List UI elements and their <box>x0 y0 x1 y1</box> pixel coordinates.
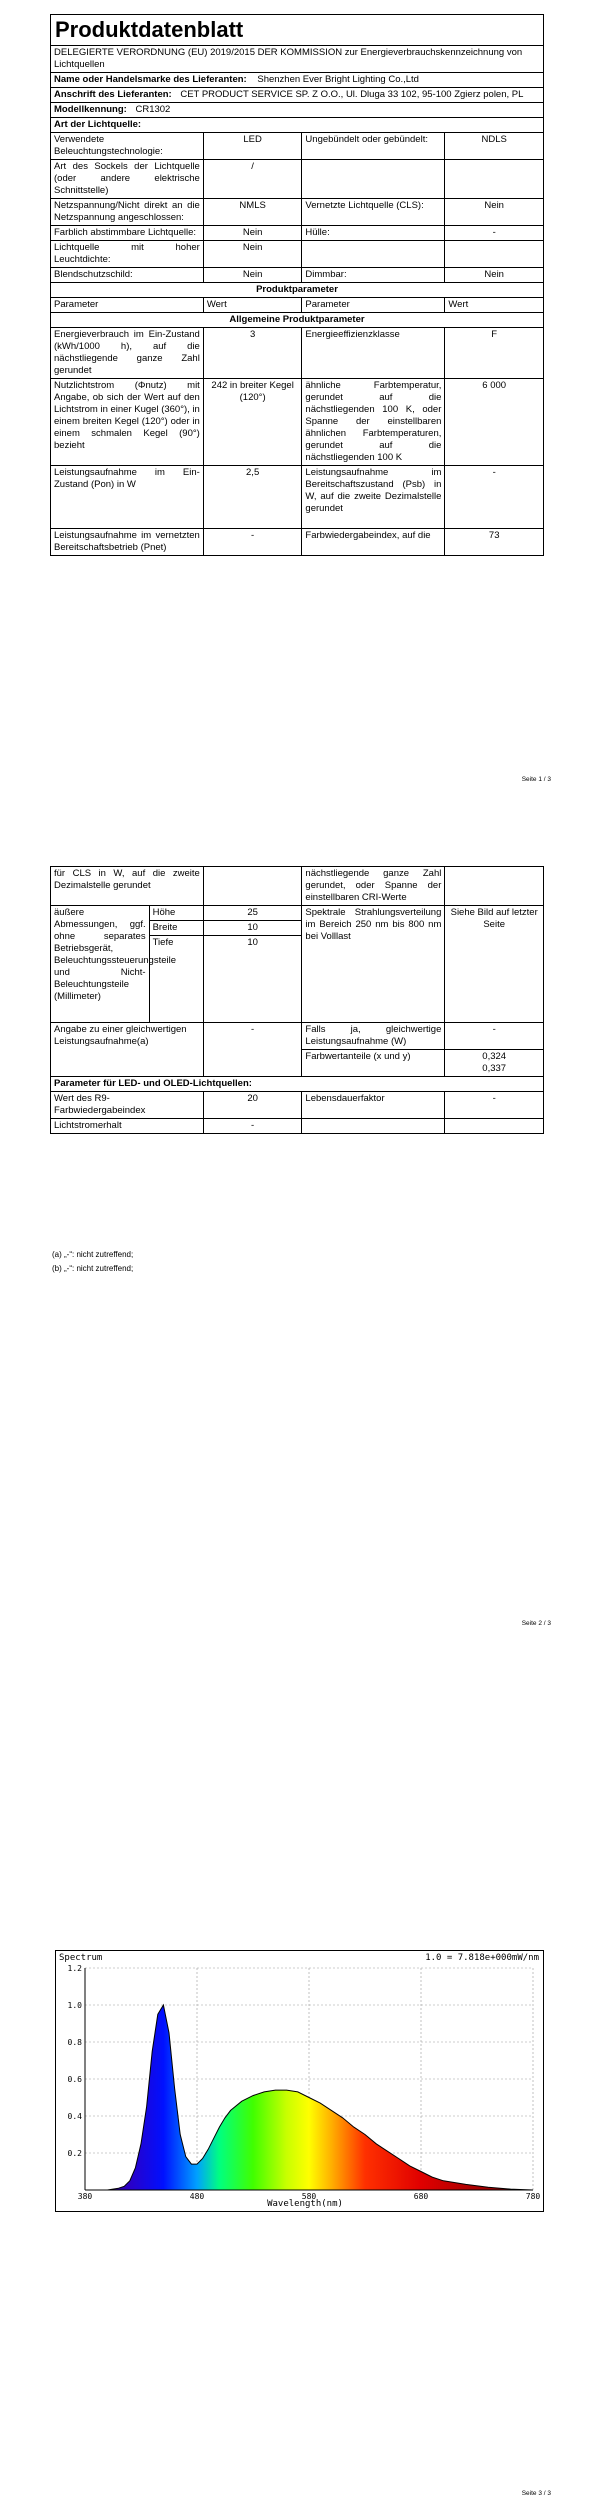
energy-value: 3 <box>203 328 302 379</box>
cap-label: Art des Sockels der Lichtquelle (oder andere elektrische Schnittstelle) <box>51 160 204 199</box>
address-value: CET PRODUCT SERVICE SP. Z O.O., Ul. Dluga 33 102, 95-100 Zgierz polen, PL <box>180 89 524 100</box>
hl-label: Lichtquelle mit hoher Leuchtdichte: <box>51 241 204 268</box>
tech-label: Verwendete Beleuchtungstechnologie: <box>51 133 204 160</box>
empty-cell <box>445 160 544 199</box>
glare-value: Nein <box>203 268 302 283</box>
x-axis-label: Wavelength(nm) <box>267 2199 343 2209</box>
y-tick-label: 0.6 <box>67 2075 82 2084</box>
chart-title: Spectrum <box>59 1953 103 1963</box>
x-tick-label: 480 <box>189 2192 205 2201</box>
general-heading: Allgemeine Produktparameter <box>51 313 544 328</box>
col-header-param: Parameter <box>51 298 204 313</box>
pon-value: 2,5 <box>203 466 302 529</box>
tunable-label: Farblich abstimmbare Lichtquelle: <box>51 226 204 241</box>
x-tick-label: 380 <box>77 2192 93 2201</box>
spectrum-chart <box>55 1950 544 2212</box>
height-label: Höhe <box>149 906 203 921</box>
maint-label: Lichtstromerhalt <box>51 1119 204 1134</box>
table-row <box>51 906 544 921</box>
supplier-row <box>51 73 544 88</box>
tech-value: LED <box>203 133 302 160</box>
dims-label: äußere Abmessungen, ggf. ohne separates Betriebsgerät, Beleuchtungssteuerungsteile und Nicht-Beleuchtungsteile (Millimeter) <box>51 906 150 1023</box>
r9-label: Wert des R9-Farbwiedergabeindex <box>51 1092 204 1119</box>
pnet-label: Leistungsaufnahme im vernetzten Bereitschaftsbetrieb (Pnet) <box>51 529 204 556</box>
pnet-label-cont: für CLS in W, auf die zweite Dezimalstelle gerundet <box>51 867 204 906</box>
footnote: (a) „-“: nicht zutreffend; <box>52 1250 134 1259</box>
spd-value: Siehe Bild auf letzter Seite <box>445 906 544 1023</box>
chart-annotation: 1.0 = 7.818e+000mW/nm <box>425 1953 539 1963</box>
y-tick-label: 0.4 <box>67 2112 82 2121</box>
mains-label: Netzspannung/Nicht direkt an die Netzspannung angeschlossen: <box>51 199 204 226</box>
empty-cell <box>302 241 445 268</box>
eclass-value: F <box>445 328 544 379</box>
table-row <box>51 226 544 241</box>
width-label: Breite <box>149 921 203 936</box>
pon-label: Leistungsaufnahme im Ein-Zustand (Pon) in W <box>51 466 204 529</box>
page-2 <box>0 800 591 1640</box>
page-3 <box>0 1640 591 2510</box>
directional-label: Ungebündelt oder gebündelt: <box>302 133 445 160</box>
table-row <box>51 199 544 226</box>
table-row <box>51 268 544 283</box>
life-value: - <box>445 1092 544 1119</box>
table-row <box>51 328 544 379</box>
coord-x: 0,324 <box>482 1051 507 1062</box>
eclass-label: Energieeffizienzklasse <box>302 328 445 379</box>
type-heading: Art der Lichtquelle: <box>51 118 544 133</box>
coord-y: 0,337 <box>482 1063 507 1074</box>
col-header-value: Wert <box>203 298 302 313</box>
cct-label: ähnliche Farbtemperatur, gerundet auf die nächstliegenden 100 K, oder Spanne der einstellbaren ähnlichen Farbtemperaturen, gerundet auf die nächstliegenden 100 K <box>302 379 445 466</box>
supplier-label: Name oder Handelsmarke des Lieferanten: <box>54 74 247 85</box>
y-tick-label: 0.8 <box>67 2038 82 2047</box>
supplier-value: Shenzhen Ever Bright Lighting Co.,Ltd <box>257 74 419 85</box>
glare-label: Blendschutzschild: <box>51 268 204 283</box>
empty-cell <box>445 867 544 906</box>
empty-cell <box>203 867 302 906</box>
table-header-row <box>51 298 544 313</box>
col-header-value: Wert <box>445 298 544 313</box>
equiv-watt-label: Falls ja, gleichwertige Leistungsaufnahme (W) <box>302 1023 445 1050</box>
depth-value: 10 <box>203 936 302 1023</box>
equiv-value: - <box>203 1023 302 1077</box>
table-row <box>51 466 544 529</box>
page-title: Produktdatenblatt <box>51 15 544 46</box>
table-row <box>51 1092 544 1119</box>
y-tick-label: 1.2 <box>67 1964 82 1973</box>
psb-value: - <box>445 466 544 529</box>
address-label: Anschrift des Lieferanten: <box>54 89 172 100</box>
psb-label: Leistungsaufnahme im Bereitschaftszustand (Psb) in W, auf die zweite Dezimalstelle gerundet <box>302 466 445 529</box>
empty-cell <box>302 1119 445 1134</box>
hl-value: Nein <box>203 241 302 268</box>
x-tick-label: 780 <box>525 2192 541 2201</box>
dimmable-label: Dimmbar: <box>302 268 445 283</box>
page-number: Seite 1 / 3 <box>521 776 551 783</box>
datasheet-table-page1 <box>50 14 544 556</box>
dimmable-value: Nein <box>445 268 544 283</box>
model-value: CR1302 <box>135 104 171 115</box>
col-header-param: Parameter <box>302 298 445 313</box>
footnote: (b) „-“: nicht zutreffend; <box>52 1264 134 1273</box>
empty-cell <box>445 241 544 268</box>
equiv-watt-value: - <box>445 1023 544 1050</box>
spd-label: Spektrale Strahlungsverteilung im Bereich 250 nm bis 800 nm bei Volllast <box>302 906 445 1023</box>
pnet-value: - <box>203 529 302 556</box>
y-tick-label: 1.0 <box>67 2001 82 2010</box>
table-row <box>51 160 544 199</box>
x-tick-label: 680 <box>413 2192 429 2201</box>
depth-label: Tiefe <box>149 936 203 1023</box>
address-row <box>51 88 544 103</box>
coord-value <box>445 1050 544 1077</box>
cap-value: / <box>203 160 302 199</box>
table-row <box>51 1023 544 1050</box>
cri-label-cont: nächstliegende ganze Zahl gerundet, oder Spanne der einstellbaren CRI-Werte <box>302 867 445 906</box>
x-tick-label: 580 <box>301 2192 317 2201</box>
coord-label: Farbwertanteile (x und y) <box>302 1050 445 1077</box>
envelope-value: - <box>445 226 544 241</box>
width-value: 10 <box>203 921 302 936</box>
cls-label: Vernetzte Lichtquelle (CLS): <box>302 199 445 226</box>
model-label: Modellkennung: <box>54 104 127 115</box>
directional-value: NDLS <box>445 133 544 160</box>
height-value: 25 <box>203 906 302 921</box>
equiv-label: Angabe zu einer gleichwertigen Leistungsaufnahme(a) <box>51 1023 204 1077</box>
empty-cell <box>445 1119 544 1134</box>
model-row <box>51 103 544 118</box>
cri-label: Farbwiedergabeindex, auf die <box>302 529 445 556</box>
page-number: Seite 2 / 3 <box>521 1620 551 1627</box>
page-number: Seite 3 / 3 <box>521 2490 551 2497</box>
table-row <box>51 529 544 556</box>
cri-value: 73 <box>445 529 544 556</box>
envelope-label: Hülle: <box>302 226 445 241</box>
mains-value: NMLS <box>203 199 302 226</box>
r9-value: 20 <box>203 1092 302 1119</box>
table-row <box>51 379 544 466</box>
cct-value: 6 000 <box>445 379 544 466</box>
y-tick-label: 0.2 <box>67 2149 82 2158</box>
footnotes <box>52 1248 133 1276</box>
page-1 <box>0 0 591 800</box>
regulation-text: DELEGIERTE VERORDNUNG (EU) 2019/2015 DER KOMMISSION zur Energieverbrauchskennzeichnung von Lichtquellen <box>51 46 544 73</box>
life-label: Lebensdauerfaktor <box>302 1092 445 1119</box>
cls-value: Nein <box>445 199 544 226</box>
params-heading: Produktparameter <box>51 283 544 298</box>
empty-cell <box>302 160 445 199</box>
maint-value: - <box>203 1119 302 1134</box>
flux-value: 242 in breiter Kegel (120°) <box>203 379 302 466</box>
table-row <box>51 241 544 268</box>
flux-label: Nutzlichtstrom (Φnutz) mit Angabe, ob sich der Wert auf den Lichtstrom in einer Kugel (360°), in einem breiten Kegel (120°) oder in einem schmalen Kegel (90°) bezieht <box>51 379 204 466</box>
datasheet-table-page2 <box>50 866 544 1134</box>
table-row <box>51 133 544 160</box>
table-row <box>51 1119 544 1134</box>
tunable-value: Nein <box>203 226 302 241</box>
table-row <box>51 867 544 906</box>
energy-label: Energieverbrauch im Ein-Zustand (kWh/1000 h), auf die nächstliegende ganze Zahl gerundet <box>51 328 204 379</box>
led-heading: Parameter für LED- und OLED-Lichtquellen: <box>51 1077 544 1092</box>
